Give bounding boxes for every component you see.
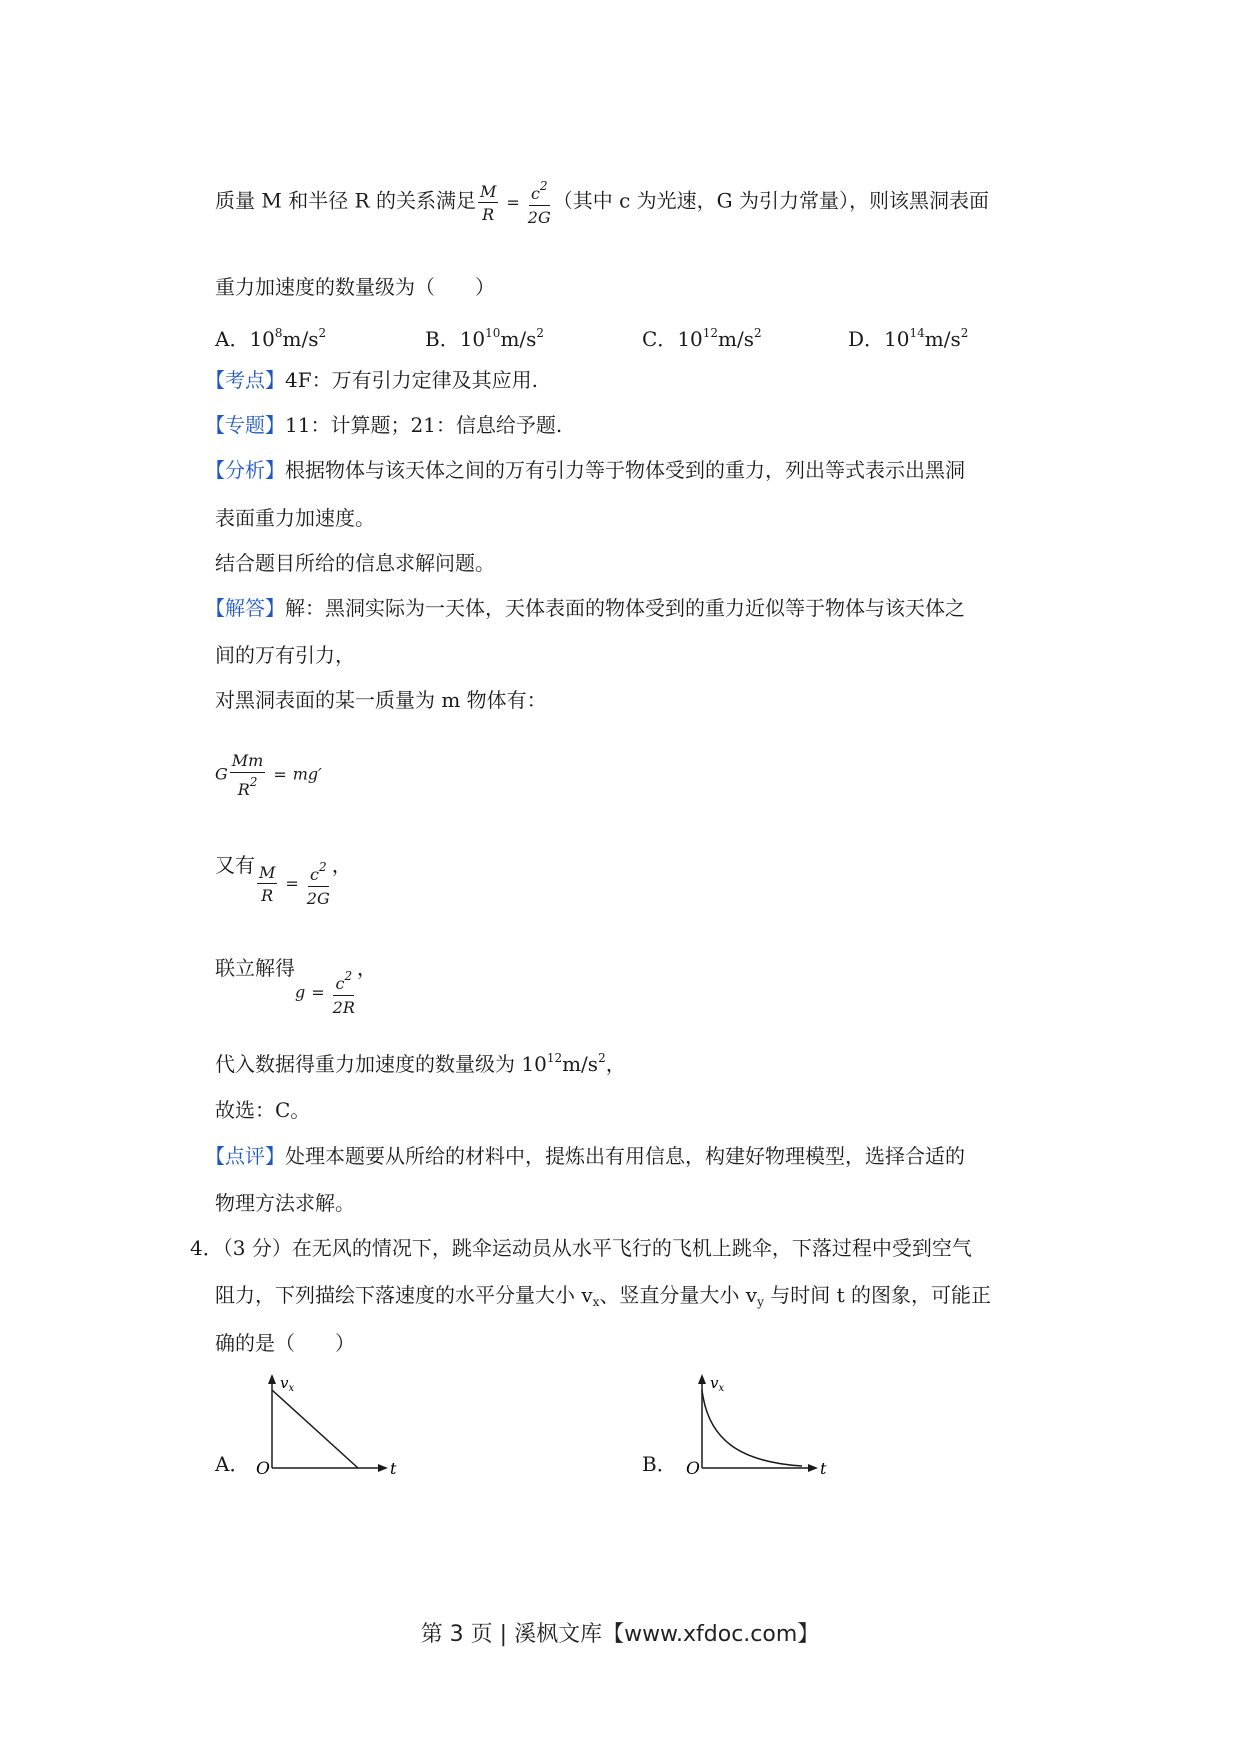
q3-stem-line2: 重力加速度的数量级为（ ） xyxy=(215,275,495,299)
dianping-line1: 【点评】处理本题要从所给的材料中，提炼出有用信息，构建好物理模型，选择合适的 xyxy=(205,1144,965,1168)
formula-m-over-r: $\frac{M}{R}$ = $\frac{c^2}{2G}$ xyxy=(479,179,551,227)
x-axis-label: t xyxy=(390,1459,397,1478)
x-axis-arrow-icon xyxy=(378,1464,388,1472)
x-axis-label: t xyxy=(820,1459,827,1478)
q4-line1: 4．（3 分）在无风的情况下，跳伞运动员从水平飞行的飞机上跳伞，下落过程中受到空气 xyxy=(190,1236,972,1260)
q3-stem-line1 xyxy=(215,180,989,226)
x-axis-arrow-icon xyxy=(808,1464,818,1472)
graph-a-label: A． xyxy=(215,1452,250,1476)
origin-label: O xyxy=(686,1459,700,1479)
graph-a xyxy=(250,1370,400,1480)
option-c: C．$10^{12}m/s^2$ xyxy=(642,326,762,351)
dianping-tag: 【点评】 xyxy=(205,1144,285,1168)
stem-text: （其中 c 为光速，G 为引力常量），则该黑洞表面 xyxy=(552,188,989,213)
page-footer: 第 3 页 | 溪枫文库【www.xfdoc.com】 xyxy=(420,1622,820,1647)
origin-label: O xyxy=(256,1459,270,1479)
graph-b xyxy=(680,1370,830,1480)
daishu-line: 代入数据得重力加速度的数量级为 $10^{12}m/s^2$， xyxy=(215,1051,626,1076)
graph-b-label: B． xyxy=(642,1452,677,1476)
jieda-line2: 间的万有引力， xyxy=(215,643,355,667)
zhuanti-tag: 【专题】 xyxy=(205,413,285,437)
jieda-line3: 对黑洞表面的某一质量为 m 物体有： xyxy=(215,688,547,712)
fenxi-line1: 【分析】根据物体与该天体之间的万有引力等于物体受到的重力，列出等式表示出黑洞 xyxy=(205,458,965,482)
y-axis-arrow-icon xyxy=(268,1374,276,1384)
vx-curve xyxy=(702,1390,802,1466)
youyou-line: 又有 $\frac{M}{R}$ = $\frac{c^2}{2G}$ ， xyxy=(215,853,352,908)
y-axis-arrow-icon xyxy=(698,1374,706,1384)
q4-line2: 阻力，下列描绘下落速度的水平分量大小 $v_x$、竖直分量大小 $v_y$ 与时间 t 的图象，可能正 xyxy=(215,1283,991,1309)
option-d: D．$10^{14}m/s^2$ xyxy=(848,326,969,351)
y-axis-label: $v_x$ xyxy=(280,1374,295,1394)
kaodian-tag: 【考点】 xyxy=(205,368,285,392)
jieda-line1: 【解答】解：黑洞实际为一天体，天体表面的物体受到的重力近似等于物体与该天体之 xyxy=(205,596,965,620)
kaodian-line: 【考点】4F：万有引力定律及其应用. xyxy=(205,368,538,392)
stem-text: 质量 M 和半径 R 的关系满足 xyxy=(215,188,476,213)
y-axis-label: $v_x$ xyxy=(710,1374,725,1394)
zhuanti-line: 【专题】11：计算题；21：信息给予题. xyxy=(205,413,563,437)
formula-g: g = $\frac{c^2}{2R}$ xyxy=(295,969,355,1017)
fenxi-line2: 表面重力加速度。 xyxy=(215,506,375,530)
jieda-tag: 【解答】 xyxy=(205,596,285,620)
fenxi-line3: 结合题目所给的信息求解问题。 xyxy=(215,551,495,575)
formula-m-over-r-2: $\frac{M}{R}$ = $\frac{c^2}{2G}$ xyxy=(259,860,330,908)
fenxi-tag: 【分析】 xyxy=(205,458,285,482)
question-number: 4． xyxy=(190,1236,223,1260)
vx-line xyxy=(272,1390,358,1468)
formula-gravity: G $\frac{Mm}{R^2}$ = mg′ xyxy=(215,751,322,799)
lianli-line: 联立解得g = $\frac{c^2}{2R}$ ， xyxy=(215,956,377,1017)
option-a: A．$10^8m/s^2$ xyxy=(215,326,327,351)
q4-line3: 确的是（ ） xyxy=(215,1331,355,1355)
guxuan-line: 故选：C。 xyxy=(215,1098,311,1122)
option-b: B．$10^{10}m/s^2$ xyxy=(425,326,545,351)
dianping-line2: 物理方法求解。 xyxy=(215,1191,355,1215)
